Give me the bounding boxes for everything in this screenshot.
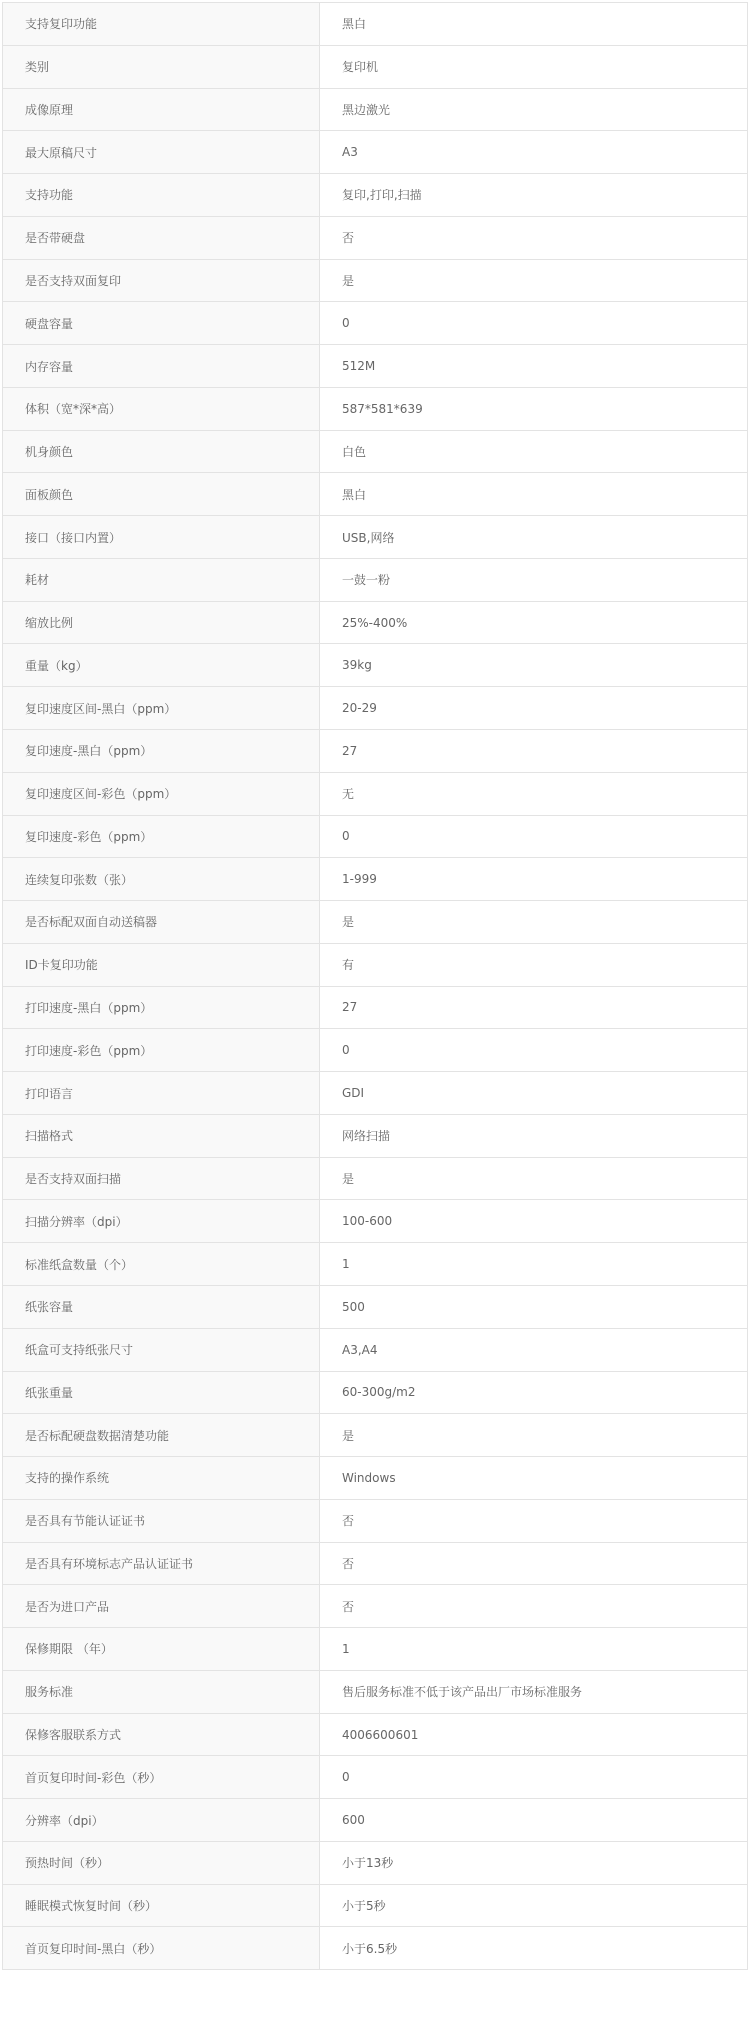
spec-label: 支持的操作系统 [3,1457,320,1500]
spec-value: A3,A4 [320,1328,748,1371]
spec-row [3,687,748,730]
spec-row [3,1243,748,1286]
spec-row [3,1799,748,1842]
spec-label: 分辨率（dpi） [3,1799,320,1842]
spec-row [3,1285,748,1328]
spec-label: 最大原稿尺寸 [3,131,320,174]
spec-value: 小于6.5秒 [320,1927,748,1970]
spec-label: 扫描格式 [3,1114,320,1157]
spec-value: 否 [320,1542,748,1585]
spec-label: 成像原理 [3,88,320,131]
spec-label: ID卡复印功能 [3,943,320,986]
spec-label: 体积（宽*深*高） [3,387,320,430]
spec-label: 是否带硬盘 [3,216,320,259]
spec-value: 20-29 [320,687,748,730]
spec-value: 否 [320,1585,748,1628]
spec-label: 支持功能 [3,174,320,217]
spec-value: 小于13秒 [320,1841,748,1884]
spec-label: 是否标配硬盘数据清楚功能 [3,1414,320,1457]
spec-label: 首页复印时间-黑白（秒） [3,1927,320,1970]
spec-label: 纸盒可支持纸张尺寸 [3,1328,320,1371]
spec-value: 是 [320,901,748,944]
spec-label: 纸张重量 [3,1371,320,1414]
spec-value: 0 [320,1029,748,1072]
spec-label: 是否支持双面扫描 [3,1157,320,1200]
spec-row [3,1114,748,1157]
spec-row [3,302,748,345]
spec-row [3,88,748,131]
spec-label: 是否具有节能认证证书 [3,1499,320,1542]
spec-table-body [3,3,748,1970]
spec-value: 有 [320,943,748,986]
spec-label: 打印语言 [3,1072,320,1115]
spec-label: 是否标配双面自动送稿器 [3,901,320,944]
spec-row [3,772,748,815]
spec-label: 首页复印时间-彩色（秒） [3,1756,320,1799]
spec-label: 复印速度区间-黑白（ppm） [3,687,320,730]
spec-row [3,858,748,901]
spec-row [3,1157,748,1200]
spec-row [3,1499,748,1542]
spec-value: 否 [320,1499,748,1542]
spec-label: 预热时间（秒） [3,1841,320,1884]
spec-row [3,1072,748,1115]
spec-label: 是否为进口产品 [3,1585,320,1628]
spec-value: 27 [320,986,748,1029]
spec-value: 1-999 [320,858,748,901]
spec-label: 面板颜色 [3,473,320,516]
spec-value: 600 [320,1799,748,1842]
spec-value: 黑白 [320,3,748,46]
spec-row [3,1628,748,1671]
spec-label: 复印速度-彩色（ppm） [3,815,320,858]
spec-row [3,1200,748,1243]
spec-row [3,174,748,217]
spec-label: 接口（接口内置） [3,516,320,559]
spec-label: 保修期限 （年） [3,1628,320,1671]
spec-value: 一鼓一粉 [320,558,748,601]
spec-value: 512M [320,345,748,388]
spec-row [3,430,748,473]
spec-label: 耗材 [3,558,320,601]
spec-row [3,1414,748,1457]
spec-label: 标准纸盒数量（个） [3,1243,320,1286]
spec-label: 是否支持双面复印 [3,259,320,302]
spec-row [3,1713,748,1756]
spec-label: 复印速度-黑白（ppm） [3,730,320,773]
spec-table [2,2,748,1970]
spec-label: 缩放比例 [3,601,320,644]
spec-row [3,601,748,644]
spec-value: Windows [320,1457,748,1500]
spec-value: 白色 [320,430,748,473]
spec-row [3,1457,748,1500]
spec-label: 内存容量 [3,345,320,388]
spec-label: 打印速度-彩色（ppm） [3,1029,320,1072]
spec-value: 0 [320,815,748,858]
spec-value: 网络扫描 [320,1114,748,1157]
spec-label: 睡眠模式恢复时间（秒） [3,1884,320,1927]
spec-row [3,901,748,944]
spec-value: 是 [320,1157,748,1200]
spec-label: 扫描分辨率（dpi） [3,1200,320,1243]
spec-row [3,45,748,88]
spec-value: 是 [320,1414,748,1457]
spec-row [3,345,748,388]
spec-value: 黑边激光 [320,88,748,131]
spec-row [3,730,748,773]
spec-row [3,1371,748,1414]
spec-row [3,815,748,858]
spec-row [3,1927,748,1970]
spec-value: 售后服务标准不低于该产品出厂市场标准服务 [320,1670,748,1713]
spec-value: 27 [320,730,748,773]
spec-value: 复印机 [320,45,748,88]
spec-row [3,1328,748,1371]
spec-row [3,1841,748,1884]
spec-value: 小于5秒 [320,1884,748,1927]
spec-value: 60-300g/m2 [320,1371,748,1414]
spec-row [3,1542,748,1585]
spec-row [3,259,748,302]
spec-label: 打印速度-黑白（ppm） [3,986,320,1029]
spec-row [3,1884,748,1927]
spec-label: 机身颜色 [3,430,320,473]
spec-label: 保修客服联系方式 [3,1713,320,1756]
spec-value: A3 [320,131,748,174]
spec-row [3,1585,748,1628]
spec-value: 复印,打印,扫描 [320,174,748,217]
spec-value: 1 [320,1243,748,1286]
spec-row [3,558,748,601]
spec-value: 无 [320,772,748,815]
spec-label: 连续复印张数（张） [3,858,320,901]
spec-label: 复印速度区间-彩色（ppm） [3,772,320,815]
spec-value: USB,网络 [320,516,748,559]
spec-label: 支持复印功能 [3,3,320,46]
spec-row [3,644,748,687]
spec-label: 纸张容量 [3,1285,320,1328]
spec-value: 587*581*639 [320,387,748,430]
spec-label: 重量（kg） [3,644,320,687]
spec-row [3,3,748,46]
spec-value: 0 [320,1756,748,1799]
spec-value: 39kg [320,644,748,687]
spec-row [3,1756,748,1799]
spec-row [3,473,748,516]
spec-row [3,943,748,986]
spec-value: GDI [320,1072,748,1115]
spec-row [3,516,748,559]
spec-value: 是 [320,259,748,302]
spec-value: 1 [320,1628,748,1671]
spec-row [3,216,748,259]
spec-label: 类别 [3,45,320,88]
spec-row [3,1029,748,1072]
spec-value: 500 [320,1285,748,1328]
spec-label: 硬盘容量 [3,302,320,345]
spec-value: 0 [320,302,748,345]
spec-row [3,387,748,430]
spec-value: 4006600601 [320,1713,748,1756]
spec-value: 100-600 [320,1200,748,1243]
spec-label: 服务标准 [3,1670,320,1713]
spec-value: 25%-400% [320,601,748,644]
spec-row [3,1670,748,1713]
spec-label: 是否具有环境标志产品认证证书 [3,1542,320,1585]
spec-value: 黑白 [320,473,748,516]
spec-row [3,131,748,174]
spec-value: 否 [320,216,748,259]
spec-row [3,986,748,1029]
